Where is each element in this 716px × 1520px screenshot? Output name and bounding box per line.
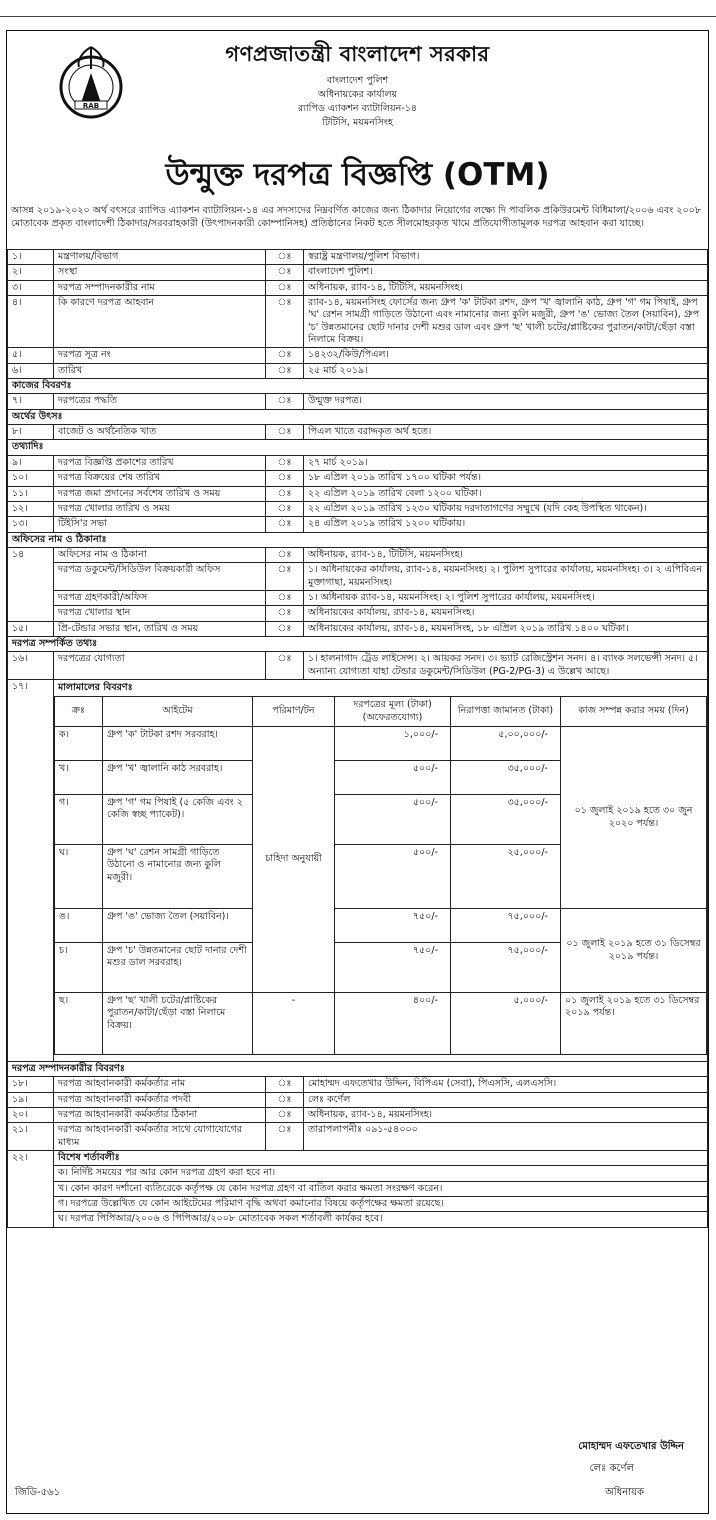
table-row: ১৪ অফিসের নাম ও ঠিকানা ঃ অধিনায়ক, র‍্যাব-১৪, টিটিসি, ময়মনসিংহ। bbox=[8, 547, 708, 562]
condition-row: গ। দরপত্রে উল্লেখিত যে কোন আইটেমের পরিমাণ বৃদ্ধি অথবা কমানোর বিষয়ে কর্তৃপক্ষের ক্ষমতা রয়েছে। bbox=[8, 1197, 708, 1212]
page-border-top bbox=[0, 16, 716, 17]
intro-paragraph: আসন্ন ২০১৯-২০২০ অর্থ বৎসরে র‍্যাপিড এ্যাকশন ব্যাটালিয়ন-১৪ এর সদস্যদের নিম্নবর্ণিত কাজের জন্য ঠিকাদার নিয়োগের লক্ষ্যে দি পাবলিক প্রকিউরমেন্ট বিধিমালা/২০০৬ এবং ২০০৮ মোতাবেক প্রকৃত বাংলাদেশী ঠিকাদার/সরবরাহকারী (উৎপাদনকারী কোম্পানিসহ) প্রতিষ্ঠানের নিকট হতে সীলমোহরকৃত খামে প্রতিযোগীতামূলক দরপত্র আহবান করা যাচ্ছে। bbox=[11, 205, 701, 229]
section-row bbox=[8, 379, 708, 394]
goods-row: ঘ। গ্রুপ 'ঘ' রেশন সামগ্রী গাড়িতে উঠানো ও নামানোর জন্য কুলি মজুরী। ৫০০/- ২৫,০০০/- bbox=[55, 845, 707, 909]
table-row: ২। সংস্থা ঃ বাংলাদেশ পুলিশ। bbox=[8, 265, 708, 280]
goods-row: চ। গ্রুপ 'চ' উন্নতমানের ছোট দানার দেশী মশুর ডাল সরবরাহ। ৭৫০/- ৭৫,০০০/- bbox=[55, 943, 707, 993]
gd-number: জিডি-৫৬১ bbox=[15, 1487, 61, 1498]
section-row bbox=[8, 409, 708, 424]
table-row: দরপত্র খোলার স্থান ঃ অধিনায়কের কার্যালয়, র‍্যাব-১৪, ময়মনসিংহ। bbox=[8, 606, 708, 621]
tender-details-table bbox=[7, 249, 708, 1228]
table-row: ১৮। দরপত্র আহবানকারী কর্মকর্তার নাম ঃ মোহাম্মদ এফতেখার উদ্দিন, বিপিএম (সেবা), পিএসসি, এলএসসি। bbox=[8, 1077, 708, 1092]
condition-row: ঘ। দরপত্র পিপিআর/২০০৬ ও পিপিআর/২০০৮ মোতাবেক সকল শর্তাবলী কার্যকর হবে। bbox=[8, 1212, 708, 1227]
goods-row: ছ। গ্রুপ 'ছ' খালী চটের/প্লাষ্টিকের পুরাতন/কাটা/ছেঁড়া বস্তা নিলামে বিক্রয়। - ৪০০/- ৫,০০০/- ০১ জুলাই ২০১৯ হতে ৩১ ডিসেম্বর ২০১৯ পর্যন্ত। bbox=[55, 993, 707, 1055]
table-row: ৩। দরপত্র সম্পাদনকারীর নাম ঃ অধিনায়ক, র‍্যাব-১৪, টিটিসি, ময়মনসিংহ। bbox=[8, 280, 708, 295]
section-heading: দরপত্র সম্পাদনকারীর বিবরণঃ bbox=[8, 1062, 708, 1077]
logo-text: RAB bbox=[82, 102, 100, 110]
goods-header-row: ক্রঃ আইটেম পরিমাণ/টন দরপত্রের মূল্য (টাকা) (অফেরতযোগ্য) নিরাপত্তা জামানত (টাকা) কাজ সম্পন্ন করার সময় (দিন) bbox=[55, 697, 707, 727]
conditions-heading: বিশেষ শর্তাবলীঃ bbox=[54, 1151, 708, 1166]
table-row: ১৬। দরপত্রের যোগ্যতা ঃ ১। হালনাগাদ ট্রেড লাইসেন্স। ২। আয়কর সনদ। ৩। ভ্যাট রেজিস্ট্রেশন সনদ। ৪। ব্যাংক সলভেন্সী সনদ। ৫। অন্যান্য যোগ্যতা যাহা টেন্ডার ডকুমেন্ট/সিডিউল (PG-2/PG-3) এ উল্লেখ আছে। bbox=[8, 652, 708, 680]
table-row: ৬। তারিখ ঃ ২৫ মার্চ ২০১৯। bbox=[8, 363, 708, 378]
section-row bbox=[8, 532, 708, 547]
table-row: দরপত্র ডকুমেন্ট/সিডিউল বিক্রয়কারী অফিস ঃ ১। অধিনায়কের কার্যালয়, র‍্যাব-১৪, ময়মনসিংহ। ২। পুলিশ সুপারের কার্যালয়, ময়মনসিংহ। ৩। ২ এপিবিএন মুক্তাগাছা, ময়মনসিংহ। bbox=[8, 563, 708, 591]
government-title: গণপ্রজাতন্ত্রী বাংলাদেশ সরকার bbox=[225, 42, 490, 66]
office-address bbox=[7, 74, 708, 129]
table-row: ২০। দরপত্র আহবানকারী কর্মকর্তার ঠিকানা ঃ অধিনায়ক, র‍্যাব-১৪, ময়মনসিংহ। bbox=[8, 1108, 708, 1123]
section-heading: অর্থের উৎসঃ bbox=[8, 409, 708, 424]
goods-row: গ। গ্রুপ 'গ' গম পিষাই (৫ কেজি এবং ২ কেজি স্বচ্ছ প্যাকেট)। ৫০০/- ৩৫,০০০/- bbox=[55, 795, 707, 845]
top-strip bbox=[0, 0, 716, 18]
table-row: ১০। দরপত্র বিক্রয়ের শেষ তারিখ ঃ ১৮ এপ্রিল ২০১৯ তারিখ ১৭০০ ঘটিকা পর্যন্ত। bbox=[8, 471, 708, 486]
table-row: ২১। দরপত্র আহবানকারী কর্মকর্তার সাথে যোগাযোগের মাধ্যম ঃ তারাপলাপনীঃ ০৯১-৫৪০০০ bbox=[8, 1123, 708, 1151]
table-row: ১৯। দরপত্র আহবানকারী কর্মকর্তার পদবী ঃ লেঃ কর্ণেল bbox=[8, 1092, 708, 1107]
table-row: ১২। দরপত্র খোলার তারিখ ও সময় ঃ ২২ এপ্রিল ২০১৯ তারিখ ১২৩০ ঘটিকায় দরদাতাগণের সম্মুখে (যদি কেহ উপস্থিত থাকেন)। bbox=[8, 501, 708, 516]
condition-row: ক। নির্দিষ্ট সময়ের পর আর কোন দরপত্র গ্রহণ করা হবে না। bbox=[8, 1166, 708, 1181]
section-heading: অফিসের নাম ও ঠিকানাঃ bbox=[8, 532, 708, 547]
section-heading: তথ্যাদিঃ bbox=[8, 440, 708, 455]
table-row: ২২। বিশেষ শর্তাবলীঃ bbox=[8, 1151, 708, 1166]
goods-row: ক। গ্রুপ 'ক' টাটকা রশদ সরবরাহ। চাহিদা অনুযায়ী ১,০০০/- ৫,০০,০০০/- ০১ জুলাই ২০১৯ হতে ৩০ জুন ২০২০ পর্যন্ত। bbox=[55, 727, 707, 761]
table-row: ৪। কি কারণে দরপত্র আহবান ঃ র‍্যাব-১৪, ময়মনসিংহ ফোর্সের জন্য গ্রুপ 'ক' টাটকা রশদ, গ্রুপ 'খ' জ্বালানি কাঠ, গ্রুপ 'গ' গম পিষাই, গ্রুপ 'ঘ' রেশন সামগ্রী গাড়িতে উঠানো এবং নামানোর জন্য কুলি মজুরী, গ্রুপ 'ঙ' ভোজ্য তৈল (সয়াবিন), গ্রুপ 'চ' উন্নতমানের ছোট দানার দেশী মশুর ডাল এবং গ্রুপ 'ছ' খালী চটের/প্লাষ্টিকের পুরাতন/কাটা/ছেঁড়া বস্তা নিলামে বিক্রয়। bbox=[8, 296, 708, 348]
table-row: ৫। দরপত্র সূত্র নং ঃ ১৪২৩২/কিউ/পিএল। bbox=[8, 348, 708, 363]
office-line: টিটিসি, ময়মনসিংহ bbox=[322, 116, 393, 128]
signatory-title: অধিনায়ক bbox=[605, 1487, 644, 1498]
table-row: ৮। বাজেট ও অর্থনৈতিক খাত ঃ পিএল খাতে বরাদ্দকৃত অর্থ হতে। bbox=[8, 425, 708, 440]
office-line: বাংলাদেশ পুলিশ bbox=[326, 75, 389, 87]
signatory-rank: লেঃ কর্ণেল bbox=[589, 1463, 634, 1474]
table-row: ৯। দরপত্র বিজ্ঞপ্তি প্রকাশের তারিখ ঃ ২৭ মার্চ ২০১৯। bbox=[8, 455, 708, 470]
goods-row: ঙ। গ্রুপ 'ঙ' ভোজ্য তৈল (সয়াবিন)। ৭৫০/- ৭৫,০০০/- ০১ জুলাই ২০১৯ হতে ৩১ ডিসেম্বর ২০১৯ পর্যন্ত। bbox=[55, 909, 707, 943]
goods-table bbox=[54, 696, 707, 1055]
header bbox=[7, 41, 708, 129]
table-row: ১। মন্ত্রণালয়/বিভাগ ঃ স্বরাষ্ট্র মন্ত্রণালয়/পুলিশ বিভাগ। bbox=[8, 250, 708, 265]
section-row bbox=[8, 440, 708, 455]
table-row: ১৫। প্রি-টেন্ডার সভার স্থান, তারিখ ও সময় ঃ অধিনায়কের কার্যালয়, র‍্যাব-১৪, ময়মনসিংহ, ১৮ এপ্রিল ২০১৯ তারিখ ১৪০০ ঘটিকা। bbox=[8, 621, 708, 636]
section-heading: দরপত্র সম্পর্কিত তথ্যঃ bbox=[8, 636, 708, 651]
section-heading: কাজের বিবরণঃ bbox=[8, 379, 708, 394]
condition-row: খ। কোন কারণ দর্শানো ব্যতিরেকে কর্তৃপক্ষ যে কোন দরপত্র গ্রহণ বা বাতিল করার ক্ষমতা সংরক্ষণ করেন। bbox=[8, 1181, 708, 1196]
notice-title: উন্মুক্ত দরপত্র বিজ্ঞপ্তি (OTM) bbox=[165, 157, 550, 193]
section-row bbox=[8, 636, 708, 651]
table-row: দরপত্র গ্রহণকারী/অফিস ঃ ১। অধিনায়ক র‍্যাব-১৪, ময়মনসিংহ। ২। পুলিশ সুপারের কার্যালয়, ময়মনসিংহ। bbox=[8, 590, 708, 605]
table-row: ৭। দরপত্রের পদ্ধতি ঃ উন্মুক্ত দরপত্র। bbox=[8, 394, 708, 409]
office-line: র‍্যাপিড এ্যাকশন ব্যাটালিয়ন-১৪ bbox=[297, 102, 418, 114]
table-row: ১৩। টিইসি'র সভা ঃ ২৪ এপ্রিল ২০১৯ তারিখ ১২০০ ঘটিকায়। bbox=[8, 517, 708, 532]
tender-notice bbox=[6, 30, 709, 1514]
table-row: ১৭। মালামালের বিবরণঃ ক্রঃ আইটেম পরিমাণ/টন দরপত্রের মূল্য (টাকা) (অফেরতযোগ্য) নিরাপত্তা জামানত (টাকা) কাজ সম্পন্ন করার সময় (দিন) ক। গ্রুপ 'ক' টাটকা রশদ সরবরাহ। চাহিদা অনুযায়ী ১,০০০/- ৫,০০,০০০/- ০১ জুলাই ২০১৯ হতে ৩০ জুন ২০২০ পর্যন্ত। খ। গ্রুপ 'খ' জ্বালানি কাঠ সরবরাহ। ৫০০/- ৩৫,০০০/- গ। গ্রুপ 'গ' গম পিষাই (৫ কেজি এবং ২ কেজি স্বচ্ছ প্যাকেট)। ৫০০/- ৩৫,০০০/- ঘ। গ্রুপ 'ঘ' রেশন সামগ্রী গাড়িতে উঠানো ও নামানোর জন্য কুলি মজুরী। ৫০০/- ২৫,০০০/- ঙ। গ্রুপ 'ঙ' ভোজ্য তৈল (সয়াবিন)। ৭৫০/- ৭৫,০০০/- ০১ জুলাই ২০১৯ হতে ৩১ ডিসেম্বর ২০১৯ পর্যন্ত। চ। গ্রুপ 'চ' উন্নতমানের ছোট দানার দেশী মশুর ডাল সরবরাহ। ৭৫০/- ৭৫,০০০/- ছ। গ্রুপ 'ছ' খালী চটের/প্লাষ্টিকের পুরাতন/কাটা/ছেঁড়া বস্তা নিলামে বিক্রয়। - ৪০০/- ৫,০০০/- ০১ জুলাই ২০১৯ হতে ৩১ ডিসেম্বর ২০১৯ পর্যন্ত। bbox=[8, 679, 708, 1061]
office-line: অধিনায়কের কার্যালয় bbox=[317, 89, 398, 101]
section-row bbox=[8, 1062, 708, 1077]
goods-heading: মালামালের বিবরণঃ bbox=[58, 681, 133, 693]
table-row: ১১। দরপত্র জমা প্রদানের সর্বশেষ তারিখ ও সময় ঃ ২২ এপ্রিল ২০১৯ তারিখ বেলা ১২০০ ঘটিকা। bbox=[8, 486, 708, 501]
goods-row: খ। গ্রুপ 'খ' জ্বালানি কাঠ সরবরাহ। ৫০০/- ৩৫,০০০/- bbox=[55, 761, 707, 795]
signatory-name: মোহাম্মদ এফতেখার উদ্দিন bbox=[578, 1441, 684, 1452]
